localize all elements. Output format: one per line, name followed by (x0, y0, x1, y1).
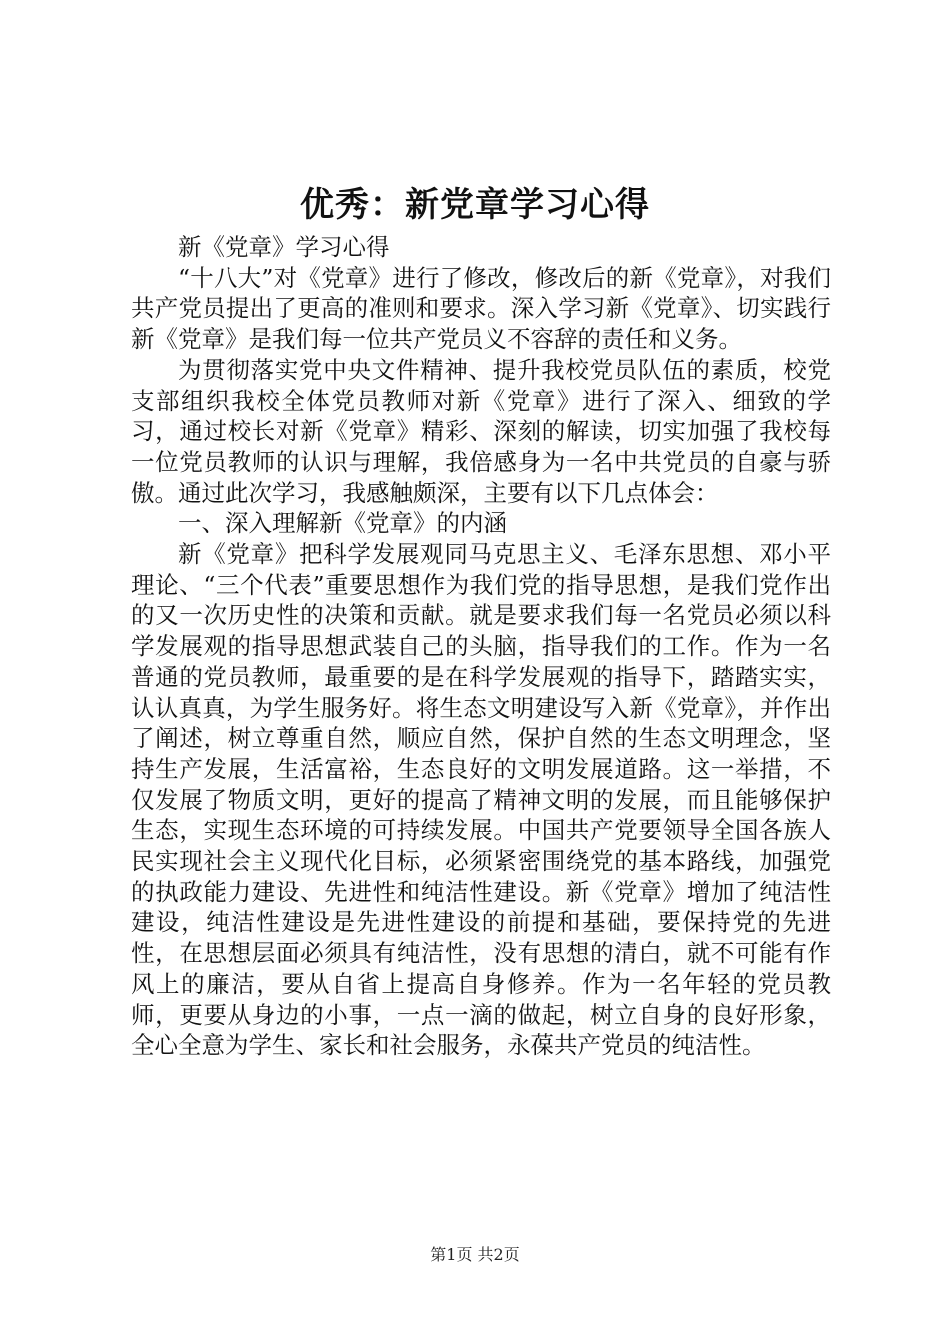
document-body (131, 232, 831, 1061)
paragraph-subtitle: 新《党章》学习心得 (178, 233, 390, 261)
paragraph-intro: “十八大”对《党章》进行了修改，修改后的新《党章》，对我们共产党员提出了更高的准则和要求。深入学习新《党章》、切实践行新《党章》是我们每一位共产党员义不容辞的责任和义务。 (131, 263, 831, 354)
paragraph-study: 为贯彻落实党中央文件精神、提升我校党员队伍的素质，校党支部组织我校全体党员教师对新《党章》进行了深入、细致的学习，通过校长对新《党章》精彩、深刻的解读，切实加强了我校每一位党员教师的认识与理解，我倍感身为一名中共党员的自豪与骄傲。通过此次学习，我感触颇深，主要有以下几点体会： (131, 355, 831, 507)
paragraph-section-1: 新《党章》把科学发展观同马克思主义、毛泽东思想、邓小平理论、“三个代表”重要思想作为我们党的指导思想，是我们党作出的又一次历史性的决策和贡献。就是要求我们每一名党员必须以科学发展观的指导思想武装自己的头脑，指导我们的工作。作为一名普通的党员教师，最重要的是在科学发展观的指导下，踏踏实实，认认真真，为学生服务好。将生态文明建设写入新《党章》，并作出了阐述，树立尊重自然，顺应自然，保护自然的生态文明理念，坚持生产发展，生活富裕，生态良好的文明发展道路。这一举措，不仅发展了物质文明，更好的提高了精神文明的发展，而且能够保护生态，实现生态环境的可持续发展。中国共产党要领导全国各族人民实现社会主义现代化目标，必须紧密围绕党的基本路线，加强党的执政能力建设、先进性和纯洁性建设。新《党章》增加了纯洁性建设，纯洁性建设是先进性建设的前提和基础，要保持党的先进性，在思想层面必须具有纯洁性，没有思想的清白，就不可能有作风上的廉洁，要从自省上提高自身修养。作为一名年轻的党员教师，更要从身边的小事，一点一滴的做起，树立自身的良好形象，全心全意为学生、家长和社会服务，永葆共产党员的纯洁性。 (131, 540, 831, 1060)
document-title: 优秀：新党章学习心得 (300, 185, 650, 225)
section-heading-1: 一、深入理解新《党章》的内涵 (178, 509, 507, 538)
page-footer: 第1页 共2页 (430, 1245, 520, 1264)
